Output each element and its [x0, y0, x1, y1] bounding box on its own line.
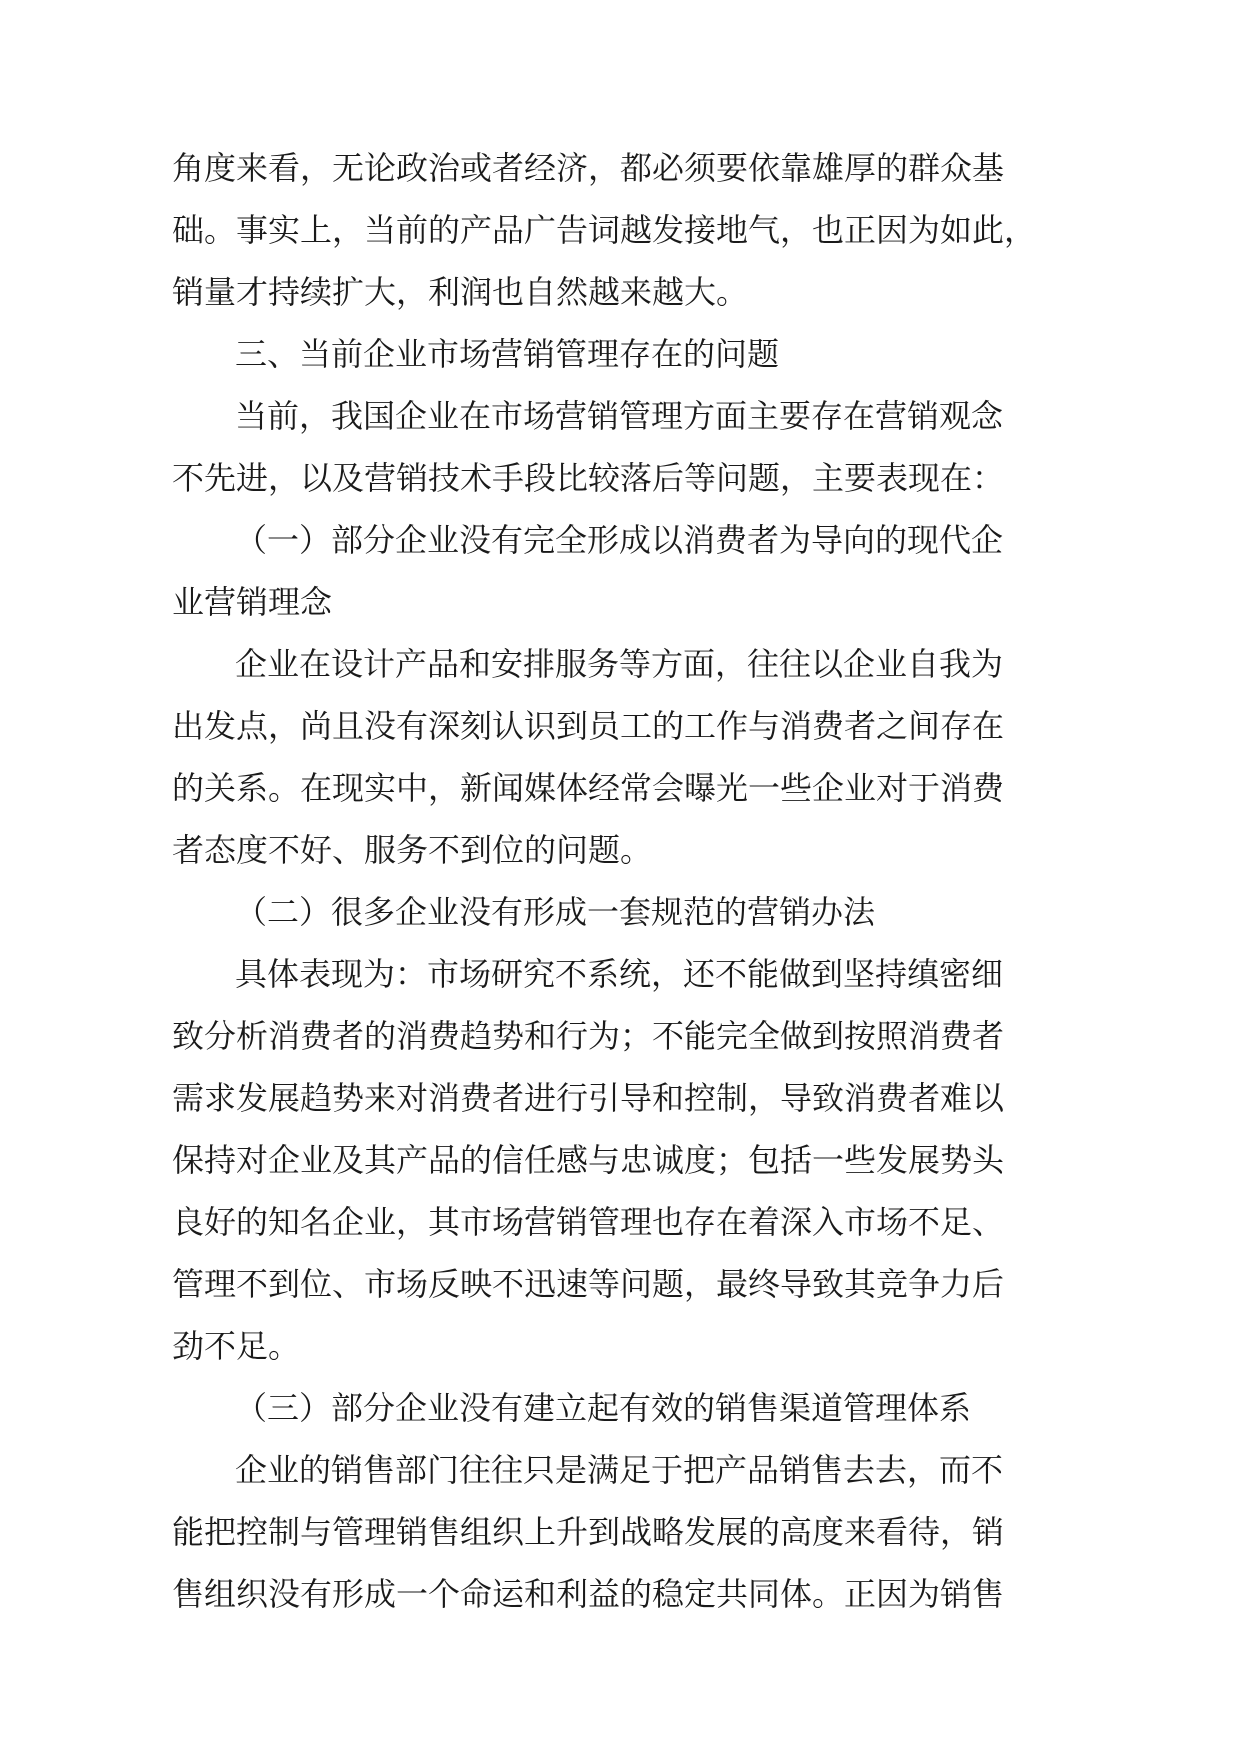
line-text: 出发点，尚且没有深刻认识到员工的工作与消费者之间存在 [172, 707, 1005, 745]
line-text: 保持对企业及其产品的信任感与忠诚度；包括一些发展势头 [172, 1141, 1005, 1179]
line-text: 当前，我国企业在市场营销管理方面主要存在营销观念 [235, 397, 1004, 435]
line-text: 良好的知名企业，其市场营销管理也存在着深入市场不足、 [172, 1203, 1005, 1241]
line-text: 需求发展趋势来对消费者进行引导和控制，导致消费者难以 [172, 1079, 1005, 1117]
line-text: 企业的销售部门往往只是满足于把产品销售去去，而不 [235, 1451, 1004, 1489]
line-text: 的关系。在现实中，新闻媒体经常会曝光一些企业对于消费 [172, 769, 1005, 807]
text-line [0, 447, 1241, 509]
line-text: 者态度不好、服务不到位的问题。 [172, 831, 653, 869]
text-line [0, 1439, 1241, 1501]
text-line [0, 819, 1241, 881]
line-text: 劲不足。 [172, 1327, 301, 1365]
text-line [0, 1129, 1241, 1191]
line-text: 础。事实上，当前的产品广告词越发接地气，也正因为如此， [172, 211, 1037, 249]
text-line [0, 1191, 1241, 1253]
line-text: （一）部分企业没有完全形成以消费者为导向的现代企 [235, 521, 1004, 559]
text-line [0, 1067, 1241, 1129]
line-text: 业营销理念 [172, 583, 333, 621]
text-line [0, 199, 1241, 261]
line-text: 销量才持续扩大，利润也自然越来越大。 [172, 273, 749, 311]
subsection-heading [0, 509, 1241, 571]
line-text: 致分析消费者的消费趋势和行为；不能完全做到按照消费者 [172, 1017, 1005, 1055]
text-line [0, 1005, 1241, 1067]
text-line [0, 1315, 1241, 1377]
line-text: 售组织没有形成一个命运和利益的稳定共同体。正因为销售 [172, 1575, 1005, 1613]
line-text: 三、当前企业市场营销管理存在的问题 [235, 335, 780, 373]
text-line [0, 261, 1241, 323]
line-text: 角度来看，无论政治或者经济，都必须要依靠雄厚的群众基 [172, 149, 1005, 187]
text-line [0, 1253, 1241, 1315]
subsection-heading [0, 881, 1241, 943]
text-line [0, 385, 1241, 447]
line-text: （三）部分企业没有建立起有效的销售渠道管理体系 [235, 1389, 972, 1427]
text-line [0, 757, 1241, 819]
line-text: （二）很多企业没有形成一套规范的营销办法 [235, 893, 876, 931]
line-text: 能把控制与管理销售组织上升到战略发展的高度来看待，销 [172, 1513, 1005, 1551]
text-line [0, 943, 1241, 1005]
line-text: 企业在设计产品和安排服务等方面，往往以企业自我为 [235, 645, 1004, 683]
section-heading [0, 323, 1241, 385]
text-line [0, 137, 1241, 199]
text-line [0, 633, 1241, 695]
line-text: 不先进，以及营销技术手段比较落后等问题，主要表现在： [172, 459, 1005, 497]
line-text: 管理不到位、市场反映不迅速等问题，最终导致其竞争力后 [172, 1265, 1005, 1303]
subsection-heading [0, 571, 1241, 633]
text-line [0, 1501, 1241, 1563]
text-line [0, 695, 1241, 757]
line-text: 具体表现为：市场研究不系统，还不能做到坚持缜密细 [235, 955, 1004, 993]
subsection-heading [0, 1377, 1241, 1439]
text-line [0, 1563, 1241, 1625]
